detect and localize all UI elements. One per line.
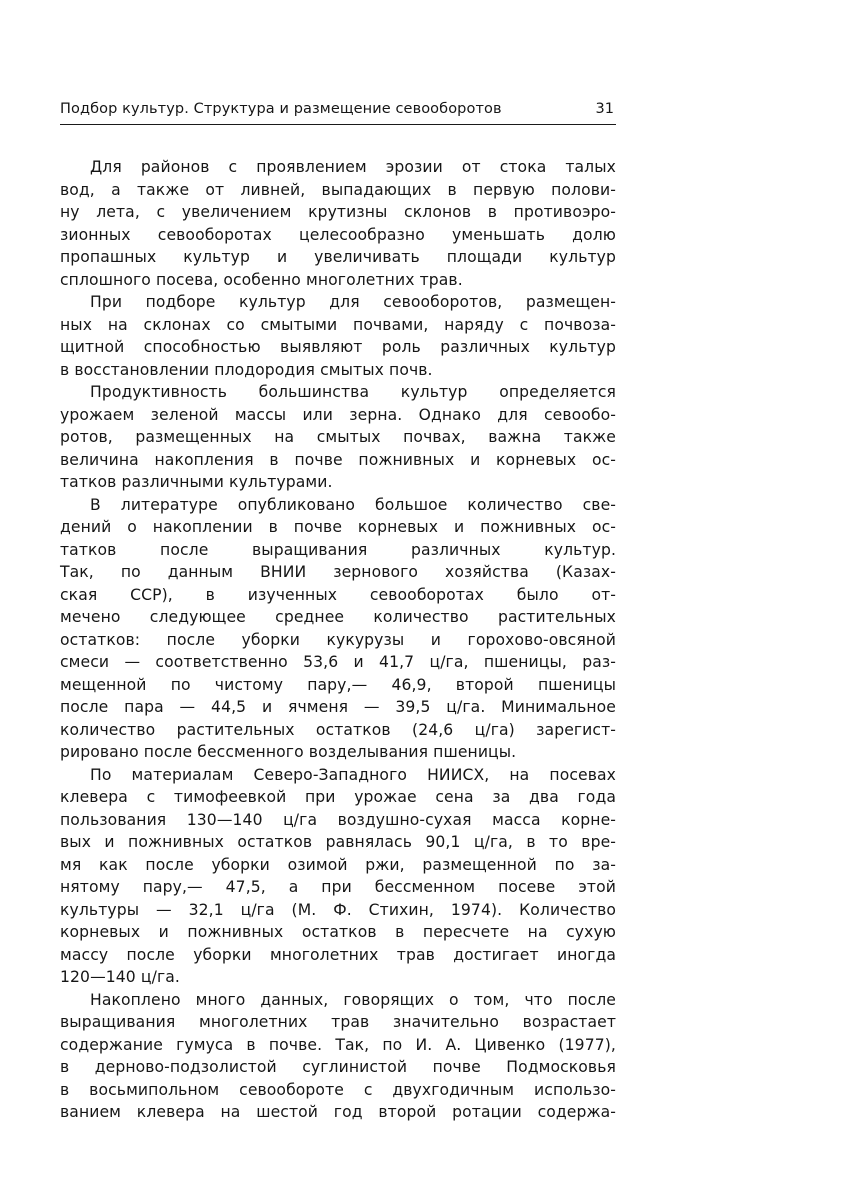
text-line: Накоплено много данных, говорящих о том, что после xyxy=(90,990,616,1009)
text-line: татков различными культурами. xyxy=(60,473,333,491)
text-line: вод, а также от ливней, выпадающих в первую полови- xyxy=(60,180,616,199)
text-line: нятому пару,— 47,5, а при бессменном посеве этой xyxy=(60,878,616,896)
text-line: Продуктивность большинства культур определяется xyxy=(90,383,616,401)
text-line: выращивания многолетних трав значительно возрастает xyxy=(60,1013,616,1031)
running-header xyxy=(60,98,616,125)
text-line: вых и пожнивных остатков равнялась 90,1 ц/га, в то вре- xyxy=(60,833,616,851)
text-line: 120—140 ц/га. xyxy=(60,968,180,986)
page-number: 31 xyxy=(595,101,614,117)
text-line: культуры — 32,1 ц/га (М. Ф. Стихин, 1974). Количество xyxy=(60,900,616,919)
text-line: в восьмипольном севообороте с двухгодичным использо- xyxy=(60,1080,616,1099)
text-line: зионных севооборотах целесообразно уменьшать долю xyxy=(60,225,616,244)
text-line: В литературе опубликовано большое количество све- xyxy=(90,495,616,514)
text-line: щитной способностью выявляют роль различных культур xyxy=(60,338,616,356)
text-line: содержание гумуса в почве. Так, по И. А. Цивенко (1977), xyxy=(60,1035,616,1054)
text-line: остатков: после уборки кукурузы и горохово-овсяной xyxy=(60,630,616,649)
text-line: ну лета, с увеличением крутизны склонов в противоэро- xyxy=(60,203,616,221)
text-line: Так, по данным ВНИИ зернового хозяйства (Казах- xyxy=(60,563,616,581)
text-line: рировано после бессменного возделывания пшеницы. xyxy=(60,743,517,761)
text-line: в дерново-подзолистой суглинистой почве Подмосковья xyxy=(60,1058,616,1076)
text-line: дений о накоплении в почве корневых и пожнивных ос- xyxy=(60,518,616,536)
text-line: корневых и пожнивных остатков в пересчете на сухую xyxy=(60,923,616,941)
text-line: клевера с тимофеевкой при урожае сена за два года xyxy=(60,788,616,806)
text-line: мечено следующее среднее количество растительных xyxy=(60,608,616,626)
text-line: пользования 130—140 ц/га воздушно-сухая масса корне- xyxy=(60,810,616,829)
text-line: урожаем зеленой массы или зерна. Однако для севообо- xyxy=(60,405,616,424)
text-line: в восстановлении плодородия смытых почв. xyxy=(60,360,433,379)
text-line: ротов, размещенных на смытых почвах, важна также xyxy=(60,428,616,446)
text-line: количество растительных остатков (24,6 ц/га) зарегист- xyxy=(60,720,616,739)
text-line: При подборе культур для севооборотов, размещен- xyxy=(90,293,616,311)
text-line: массу после уборки многолетних трав достигает иногда xyxy=(60,945,616,964)
body-text xyxy=(60,156,616,1124)
text-line: ных на склонах со смытыми почвами, наряду с почвоза- xyxy=(60,315,616,334)
text-line: смеси — соответственно 53,6 и 41,7 ц/га, пшеницы, раз- xyxy=(60,653,616,671)
text-line: сплошного посева, особенно многолетних трав. xyxy=(60,270,463,289)
text-line: ская ССР), в изученных севооборотах было от- xyxy=(60,585,616,604)
text-line: По материалам Северо-Западного НИИСХ, на посевах xyxy=(90,765,616,784)
text-line: после пара — 44,5 и ячменя — 39,5 ц/га. Минимальное xyxy=(60,698,616,716)
text-line: мя как после уборки озимой ржи, размещенной по за- xyxy=(60,855,616,874)
text-line: мещенной по чистому пару,— 46,9, второй пшеницы xyxy=(60,675,616,694)
running-title: Подбор культур. Структура и размещение севооборотов xyxy=(60,101,502,117)
text-line: Для районов с проявлением эрозии от стока талых xyxy=(90,158,616,176)
text-line: татков после выращивания различных культур. xyxy=(60,540,616,559)
text-line: ванием клевера на шестой год второй ротации содержа- xyxy=(60,1103,616,1121)
text-line: величина накопления в почве пожнивных и корневых ос- xyxy=(60,450,616,469)
text-line: пропашных культур и увеличивать площади культур xyxy=(60,248,616,266)
